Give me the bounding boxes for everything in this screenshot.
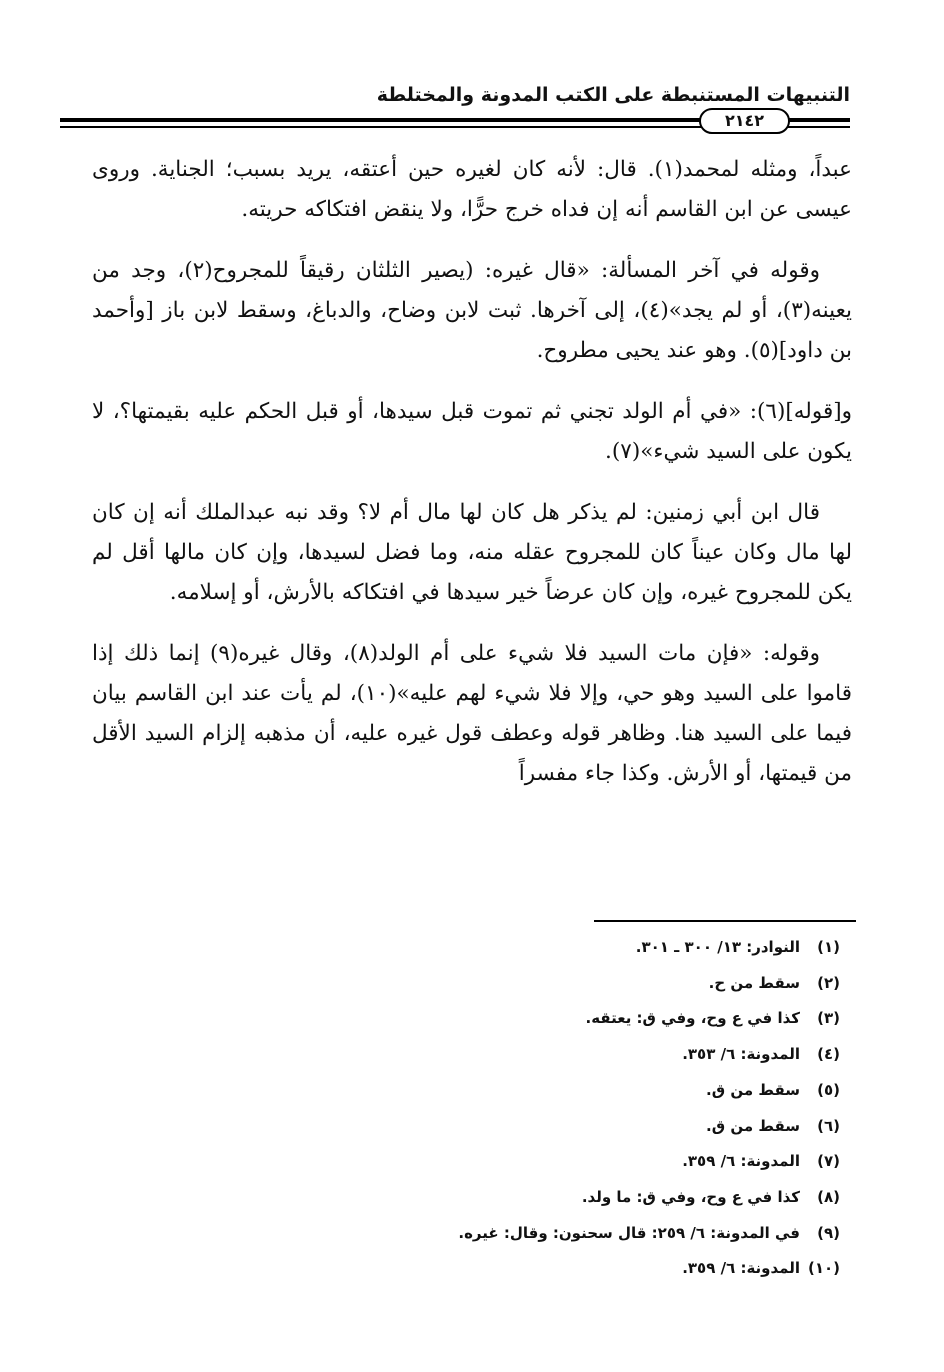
footnote-number: (٤) [817, 1045, 840, 1064]
paragraph: قال ابن أبي زمنين: لم يذكر هل كان لها مال أم لا؟ وقد نبه عبدالملك أنه إن كان لها مال وكان عيناً كان للمجروح عقله منه، وما فضل لسيدها، وإن كان مالها أقل لم يكن للمجروح غيره، وإن كان عرضاً خير سيدها في افتكاكه بالأرش، أو إسلامه. [92, 500, 852, 605]
footnote-text: سقط من ح. [708, 973, 800, 992]
footnote-text: سقط من ق. [706, 1116, 800, 1135]
footnote-number: (٧) [817, 1152, 840, 1171]
running-title: التنبيهات المستنبطة على الكتب المدونة والمختلطة [376, 84, 850, 106]
footnote [120, 1001, 840, 1037]
footnote-number: (٦) [817, 1116, 840, 1135]
footnote-text: المدونة: ٦/ ٣٥٩. [682, 1152, 800, 1171]
footnote-separator [594, 920, 856, 922]
footnote-text: في المدونة: ٦/ ٢٥٩: قال سحنون: وقال: غيره. [458, 1223, 800, 1242]
paragraph: وقوله في آخر المسألة: «قال غيره: (يصير الثلثان رقيقاً للمجروح(٢)، وجد من يعينه(٣)، أو لم يجد»(٤)، إلى آخرها. ثبت لابن وضاح، والدباغ، وسقط لابن باز [وأحمد بن داود](٥). وهو عند يحيى مطروح. [92, 258, 852, 363]
footnotes [120, 930, 840, 1287]
page-number: ٢١٤٢ [699, 108, 790, 134]
footnote [120, 1109, 840, 1145]
footnote-number: (١٠) [807, 1259, 840, 1278]
footnote-number: (١) [817, 938, 840, 956]
footnote [120, 1073, 840, 1109]
paragraph: و[قوله](٦): «في أم الولد تجني ثم تموت قبل سيدها، أو قبل الحكم عليه بقيمتها؟، لا يكون على السيد شيء»(٧). [92, 399, 852, 464]
footnote [120, 1144, 840, 1180]
footnote-number: (٩) [817, 1223, 840, 1242]
footnote [120, 1180, 840, 1216]
footnote-text: المدونة: ٦/ ٣٥٩. [682, 1259, 800, 1278]
footnote-text: المدونة: ٦/ ٣٥٣. [682, 1045, 800, 1064]
footnote [120, 966, 840, 1002]
footnote-number: (٣) [817, 1009, 840, 1028]
footnote-number: (٨) [817, 1187, 840, 1206]
footnote-number: (٥) [817, 1080, 840, 1099]
footnote-number: (٢) [817, 973, 840, 992]
main-text [92, 150, 852, 815]
footnote-text: النوادر: ١٣/ ٣٠٠ ـ ٣٠١. [635, 938, 800, 956]
footnote [120, 1251, 840, 1287]
footnote [120, 1037, 840, 1073]
paragraph: وقوله: «فإن مات السيد فلا شيء على أم الولد(٨)، وقال غيره(٩) إنما ذلك إذا قاموا على السيد وهو حي، وإلا فلا شيء لهم عليه»(١٠)، لم يأت عند ابن القاسم بيان فيما على السيد هنا. وظاهر قوله وعطف قول غيره عليه، أن مذهبه إلزام السيد الأقل من قيمتها، أو الأرش. وكذا جاء مفسراً [92, 641, 853, 786]
footnote [120, 1216, 840, 1252]
footnote [120, 930, 840, 966]
page-header [60, 78, 850, 138]
footnote-text: كذا في ع وح، وفي ق: ما ولد. [581, 1187, 800, 1206]
footnote-text: كذا في ع وح، وفي ق: يعتقه. [585, 1009, 800, 1028]
footnote-text: سقط من ق. [706, 1080, 800, 1099]
paragraph: عبداً، ومثله لمحمد(١). قال: لأنه كان لغيره حين أعتقه، يريد بسبب؛ الجناية. وروى عيسى عن ابن القاسم أنه إن فداه خرج حرًّا، ولا ينقض افتكاكه حريته. [92, 157, 852, 222]
